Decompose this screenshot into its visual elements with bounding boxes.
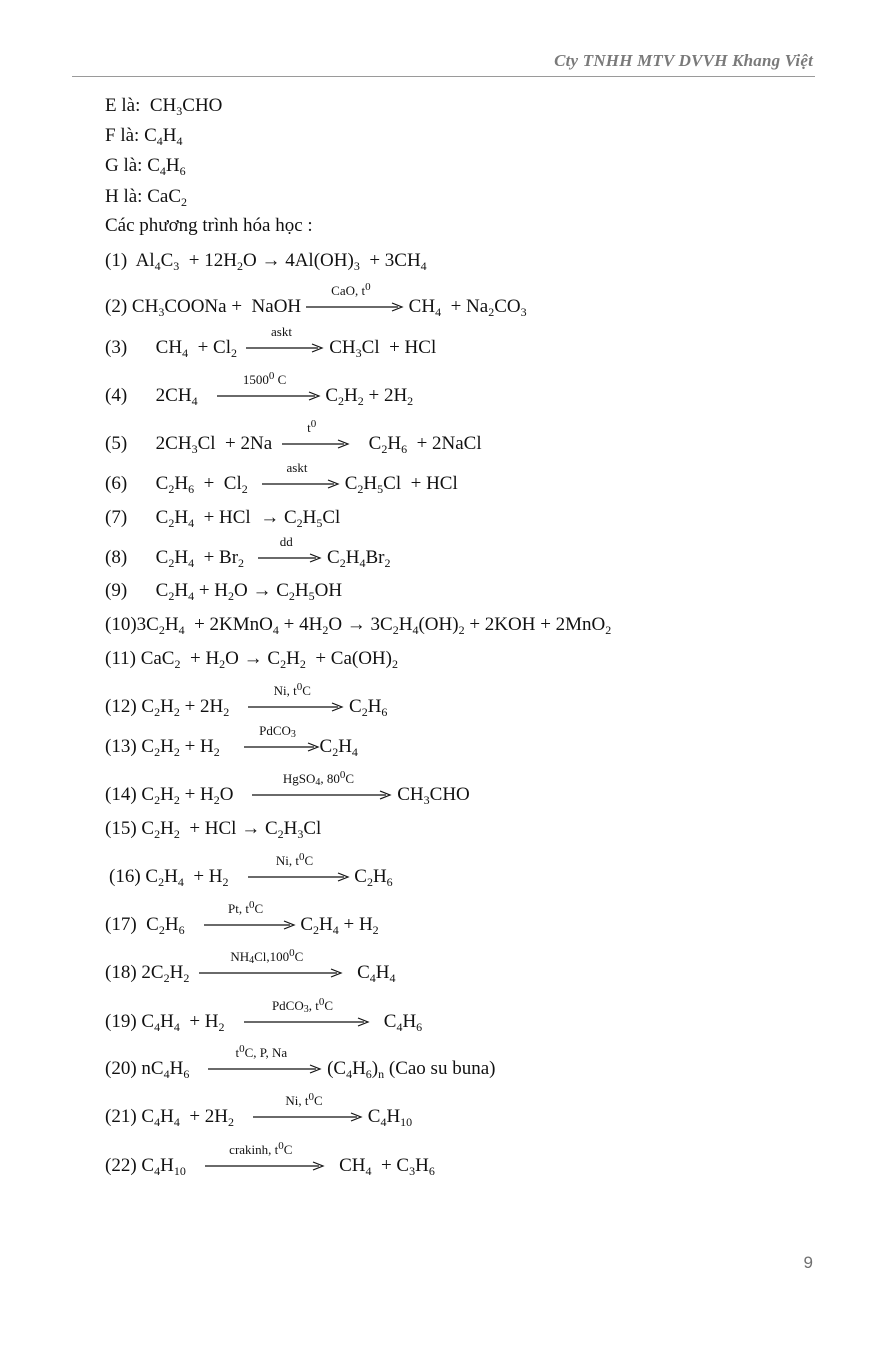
note-cao-su-buna: (Cao su buna) [388, 1058, 496, 1079]
reaction-arrow: HgSO$_4$, $80^0C$ [252, 787, 392, 800]
reaction-arrow: 1500$^0$ C [217, 388, 321, 401]
arrow-label-r2: CaO, t [331, 283, 366, 298]
reaction-arrow [246, 324, 324, 353]
equation-5: (5) $2CH_3Cl + 2Na$ $t^0$ $C_2H_6$ + 2NaCl [105, 418, 482, 456]
reaction-arrow [258, 534, 322, 563]
equation-21: (21) $C_4H_4 + 2H_2$ Ni, $t^0C$ $C_4H_{10}$ [105, 1091, 413, 1129]
label-e: E là: [105, 95, 141, 116]
arrow-label-r19: PdCO [271, 998, 304, 1013]
arrow-label-r12: Ni, t [273, 683, 297, 698]
reaction-arrow: Ni, $t^0C$ [253, 1109, 363, 1122]
page-header-company: Cty TNHH MTV DVVH Khang Việt [554, 51, 813, 70]
equation-2: (2) $CH_3COONa$ + NaOH CaO, $t^0$ $CH_4 + Na_2CO_3$ [105, 281, 527, 319]
arrow-label-r17: Pt, t [227, 901, 249, 916]
reaction-arrow: $t^0$ [282, 436, 350, 449]
reaction-arrow: Ni, $t^0C$ [248, 699, 344, 712]
equation-22: (22) $C_4H_{10}$ crakinh, $t^0C$ $CH_4 + C_3H_6$ [105, 1140, 435, 1178]
reaction-arrow: Pt, $t^0C$ [204, 917, 296, 930]
reaction-arrow: PdCO$_3$, $t^0C$ [244, 1014, 370, 1027]
arrow-label-r21: Ni, t [285, 1093, 309, 1108]
reaction-arrow: Ni, $t^0C$ [248, 869, 350, 882]
arrow-label-r18: NH [230, 949, 250, 964]
compound-g: G là: $C_4H_6$ [105, 155, 186, 178]
equation-10: $(10)3C_2H_4$ + 2KMnO$_4$ + $4H_2O \to 3C_2H_4(OH)_2 + 2KOH + 2MnO_2$ [105, 614, 612, 637]
reaction-arrow: PdCO$_3$ [244, 739, 320, 752]
reaction-arrow: $t^0C$, P, Na [208, 1061, 322, 1074]
label-f: F là: [105, 125, 140, 146]
equation-13: (13) $C_2H_2 + H_2$ PdCO$_3$ $C_2H_4$ [105, 723, 358, 759]
reaction-arrow: crakinh, $t^0C$ [205, 1158, 325, 1171]
compound-f: F là: $C_4H_4$ [105, 125, 183, 148]
equation-4: (4) $2CH_4$ 1500$^0$ C $C_2H_2 + 2H_2$ [105, 370, 414, 408]
reaction-arrow: CaO, $t^0$ [306, 299, 404, 312]
compound-e: E là: $CH_3CHO$ [105, 95, 223, 118]
label-g: G là: [105, 155, 143, 176]
equation-9: (9) $C_2H_4 + H_2O \to C_2H_5OH$ [105, 580, 343, 603]
compound-h: H là: CaC$_2$ [105, 186, 187, 209]
arrow-label-r5: t [307, 420, 311, 435]
equation-7: (7) $C_2H_4$ + HCl → $C_2H_5Cl$ [105, 507, 341, 530]
arrow-label-r4: 1500 [242, 372, 269, 387]
arrow-label-r8: dd [279, 534, 293, 549]
equation-14: (14) $C_2H_2 + H_2O$ HgSO$_4$, $80^0C$ $CH_3CHO$ [105, 769, 470, 807]
equation-6: (6) $C_2H_6 + Cl_2$ askt $C_2H_5Cl$ + HCl [105, 460, 458, 496]
equation-16: (16) $C_2H_4 + H_2$ Ni, $t^0C$ $C_2H_6$ [109, 851, 393, 889]
arrow-label-r3: askt [271, 324, 292, 339]
header-divider [72, 76, 815, 77]
arrow-label-r16: Ni, t [275, 853, 299, 868]
label-h: H là: [105, 186, 143, 207]
equation-1: (1) $Al_4C_3 + 12H_2O \to 4Al(OH)_3 + 3CH_4$ [105, 250, 427, 273]
arrow-label-r22: crakinh, t [229, 1142, 279, 1157]
equation-17: (17) $C_2H_6$ Pt, $t^0C$ $C_2H_4 + H_2$ [105, 899, 379, 937]
equation-3: (3) $CH_4 + Cl_2$ askt $CH_3Cl$ + HCl [105, 324, 437, 360]
page-number: 9 [803, 1253, 813, 1272]
equation-11: (11) $CaC_2 + H_2O \to C_2H_2 + Ca(OH)_2$ [105, 648, 398, 671]
equation-12: (12) $C_2H_2 + 2H_2$ Ni, $t^0C$ $C_2H_6$ [105, 681, 388, 719]
equation-19: (19) $C_4H_4 + H_2$ PdCO$_3$, $t^0C$ $C_4H_6$ [105, 996, 423, 1034]
arrow-label-r20: t [235, 1045, 240, 1060]
reaction-arrow: $NH_4Cl,100^0C$ [199, 965, 343, 978]
equation-15: (15) $C_2H_2$ + HCl → $C_2H_3Cl$ [105, 818, 322, 841]
reaction-arrow [262, 460, 340, 489]
arrow-label-r14: HgSO [282, 771, 316, 786]
arrow-label-r13: PdCO [259, 723, 291, 738]
equation-20: (20) $nC_4H_6$ $t^0C$, P, Na $(C_4H_6)_n$ (Cao su buna) [105, 1043, 496, 1081]
equations-heading: Các phương trình hóa học : [105, 215, 313, 236]
equation-18: (18) $2C_2H_2$ $NH_4Cl,100^0C$ $C_4H_4$ [105, 947, 396, 985]
arrow-label-r6: askt [286, 460, 308, 475]
equation-8: (8) $C_2H_4 + Br_2$ dd $C_2H_4Br_2$ [105, 534, 391, 570]
